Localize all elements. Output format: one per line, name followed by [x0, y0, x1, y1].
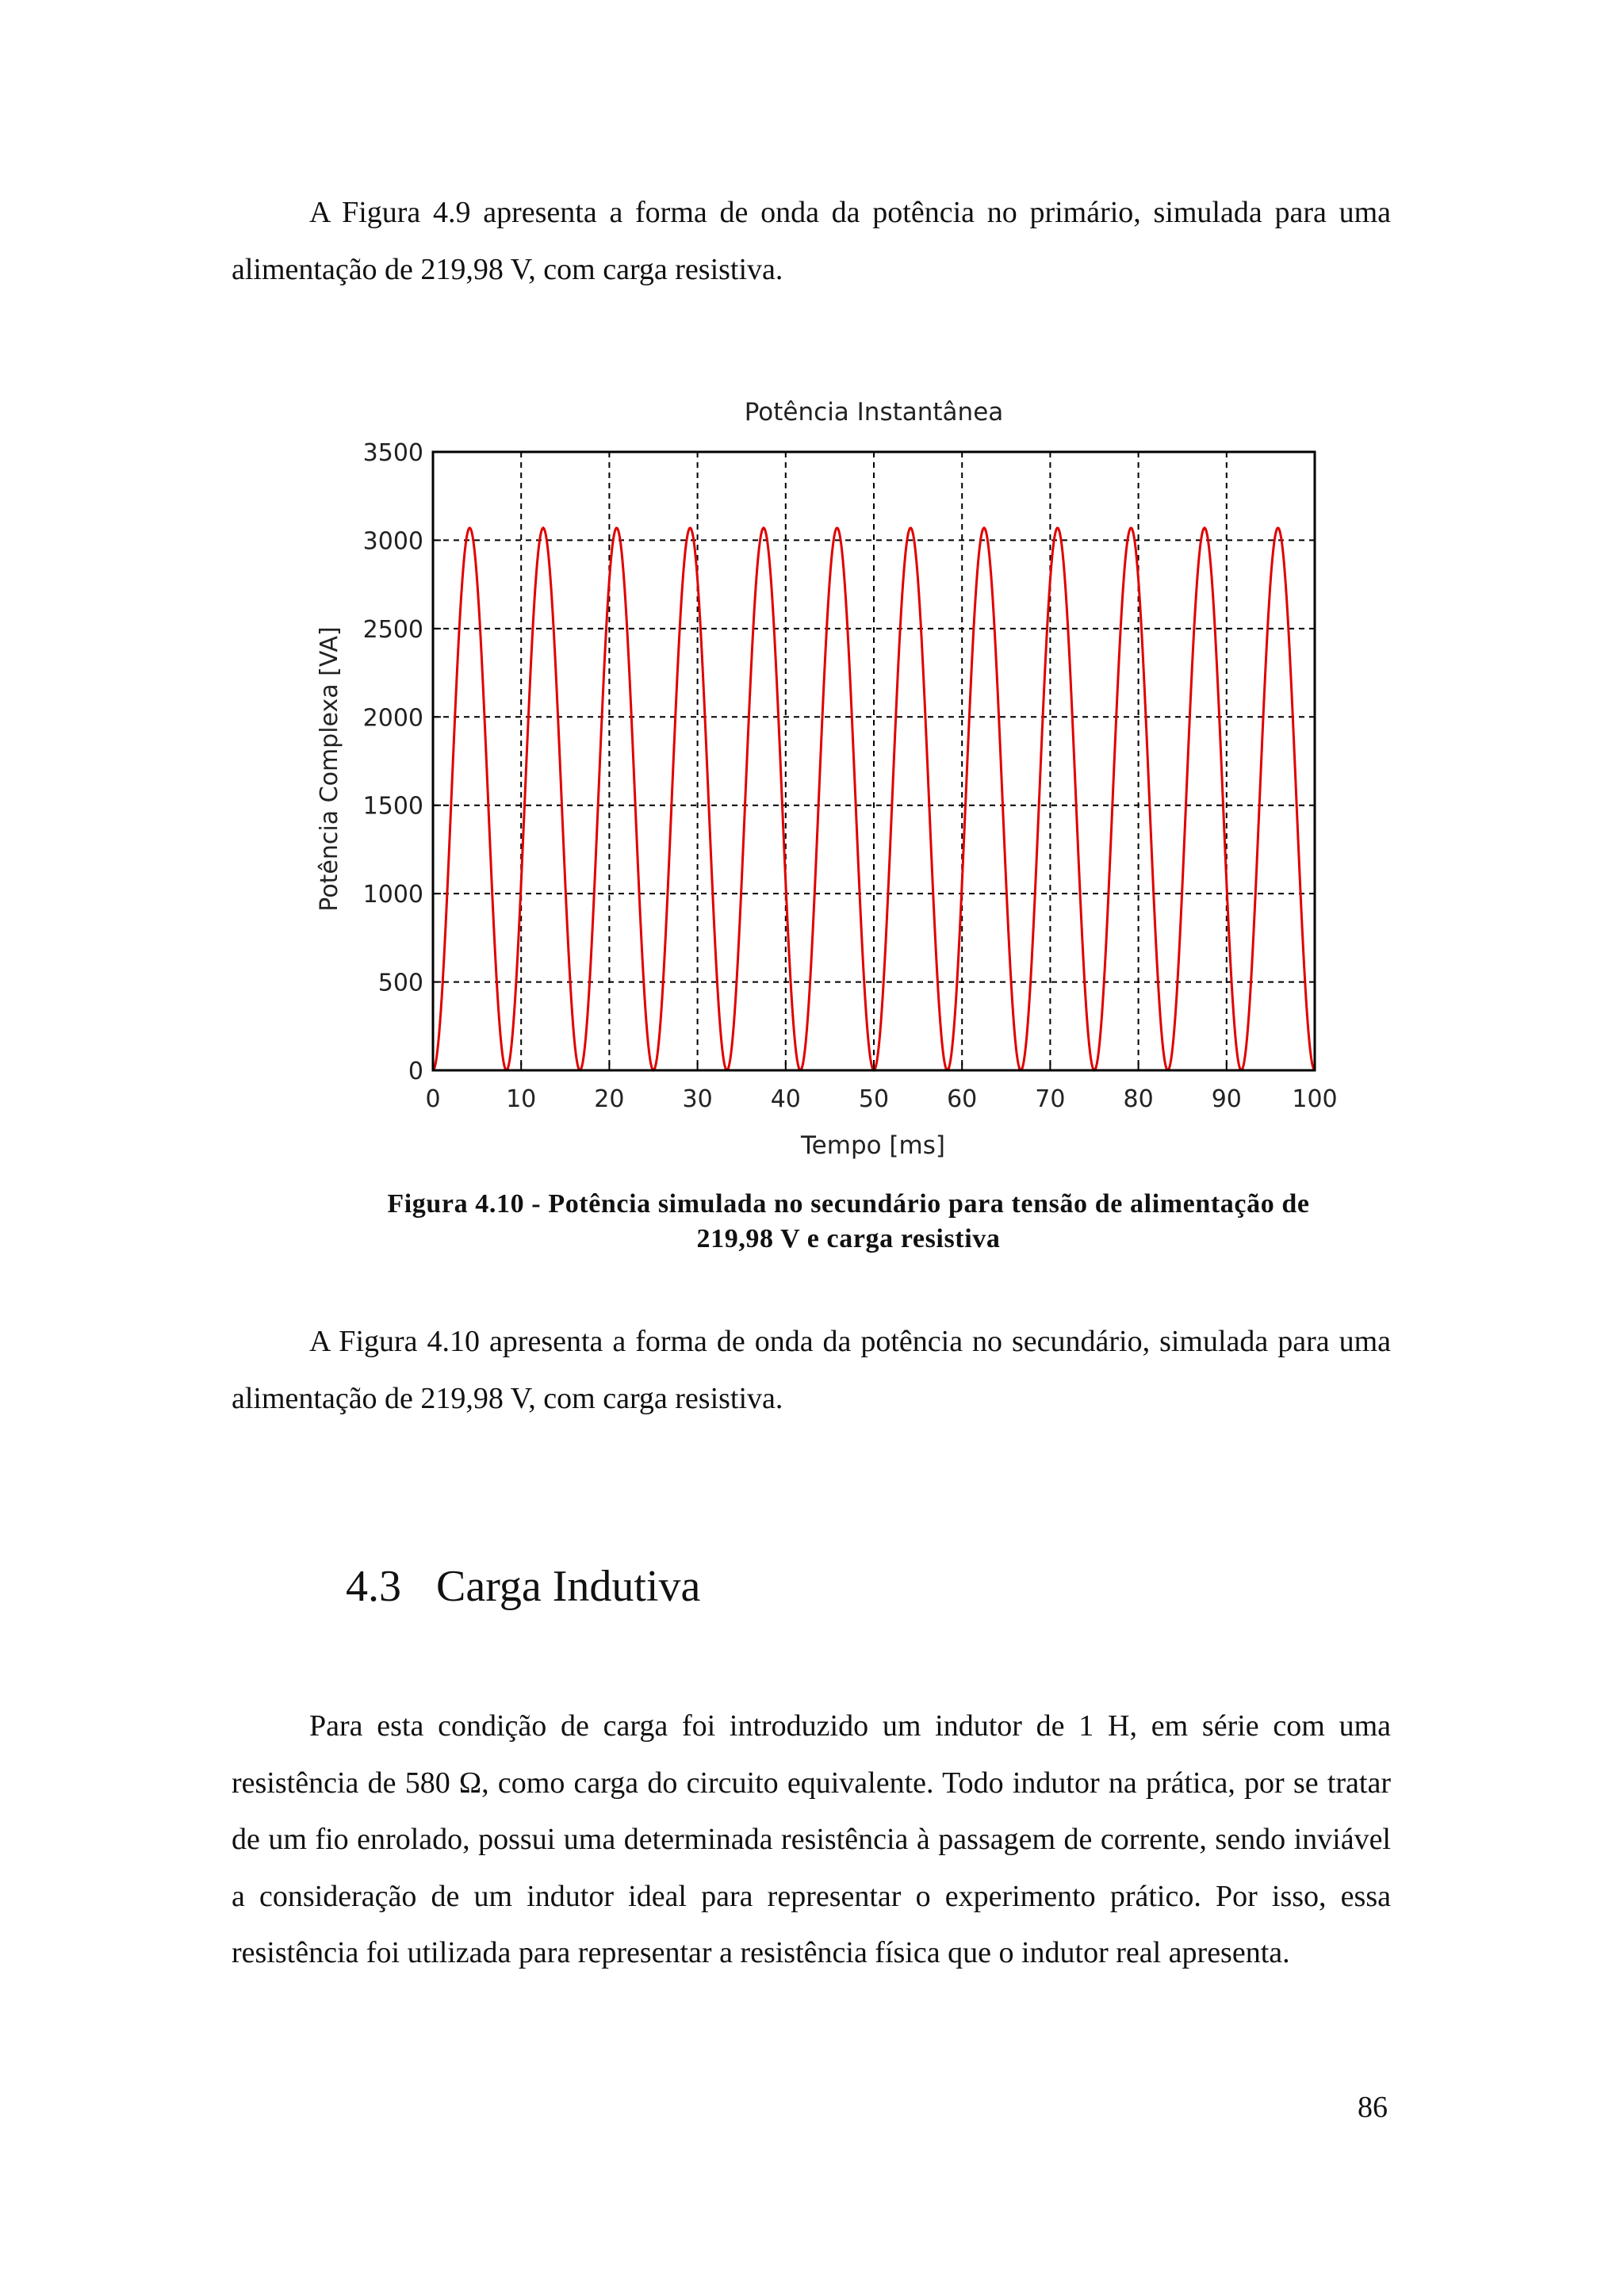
- y-tick-label: 500: [377, 969, 423, 997]
- y-tick-label: 2500: [362, 615, 423, 644]
- x-tick-label: 80: [1123, 1085, 1154, 1113]
- x-tick-label: 70: [1035, 1085, 1066, 1113]
- inductive-load-paragraph: Para esta condição de carga foi introduzido um indutor de 1 H, em série com uma resistência de 580 Ω, como carga do circuito equivalente. Todo indutor na prática, por se tratar de um fio enrolado, possui uma determinada resistência à passagem de corrente, sendo inviável a consideração de um indutor ideal para representar o experimento prático. Por isso, essa resistência foi utilizada para representar a resistência física que o indutor real apresenta.: [232, 1709, 1391, 1969]
- y-tick-label: 1000: [362, 881, 423, 909]
- section-number: 4.3: [346, 1562, 401, 1611]
- page-number: 86: [1358, 2091, 1388, 2124]
- power-chart: [301, 388, 1364, 1181]
- chart-svg: [301, 388, 1364, 1181]
- x-tick-label: 30: [682, 1085, 713, 1113]
- x-tick-label: 50: [858, 1085, 890, 1113]
- grid-lines: [433, 452, 1315, 1070]
- y-tick-label: 1500: [362, 792, 423, 821]
- x-axis-label: Tempo [ms]: [801, 1131, 945, 1160]
- intro-paragraph: A Figura 4.9 apresenta a forma de onda da potência no primário, simulada para uma alimentação de 219,98 V, com carga resistiva.: [232, 196, 1391, 286]
- x-tick-label: 20: [594, 1085, 625, 1113]
- y-tick-label: 3000: [362, 527, 423, 556]
- caption-line-1: Figura 4.10 - Potência simulada no secundário para tensão de alimentação de: [387, 1189, 1310, 1219]
- y-tick-label: 2000: [362, 704, 423, 733]
- section-title: Carga Indutiva: [436, 1562, 701, 1611]
- x-tick-label: 10: [506, 1085, 537, 1113]
- x-tick-label: 0: [425, 1085, 441, 1113]
- x-tick-label: 90: [1211, 1085, 1242, 1113]
- y-tick-label: 3500: [362, 439, 423, 467]
- caption-line-2: 219,98 V e carga resistiva: [696, 1224, 1001, 1253]
- y-axis-label: Potência Complexa [VA]: [316, 626, 343, 912]
- figure-description-paragraph: A Figura 4.10 apresenta a forma de onda da potência no secundário, simulada para uma alimentação de 219,98 V, com carga resistiva.: [232, 1325, 1391, 1415]
- figure-caption: [301, 1187, 1396, 1257]
- x-tick-label: 100: [1292, 1085, 1338, 1113]
- chart-title: Potência Instantânea: [744, 398, 1004, 427]
- x-tick-label: 40: [770, 1085, 801, 1113]
- section-heading: [346, 1559, 700, 1614]
- y-tick-label: 0: [408, 1058, 423, 1085]
- x-tick-label: 60: [947, 1085, 978, 1113]
